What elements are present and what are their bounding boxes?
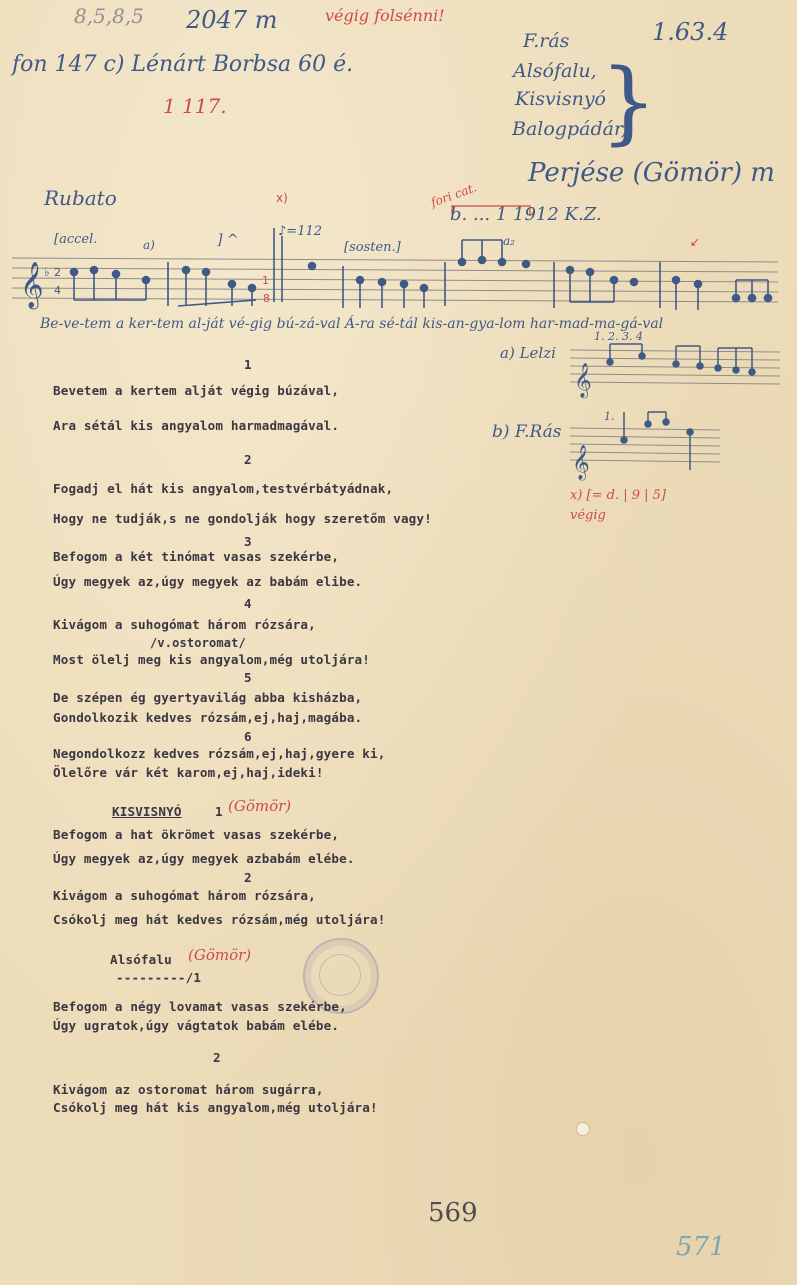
a1-marking: a): [143, 238, 155, 252]
verse-line: Negondolkozz kedves rózsám,ej,haj,gyere ki,: [53, 746, 386, 761]
variant-b-label: b) F.Rás: [492, 422, 562, 442]
fori-note: fori cat.: [429, 180, 479, 210]
verse-number: 4: [244, 596, 252, 611]
verse-line: Ölelőre vár két karom,ej,haj,ideki!: [53, 765, 324, 780]
verse-number: 2: [244, 452, 252, 467]
verse-number: 1: [215, 804, 223, 819]
interlinear-variant: /v.ostoromat/: [150, 636, 246, 650]
alsofalu-region-tag: (Gömör): [188, 946, 252, 964]
key-signature: ♭: [44, 265, 50, 279]
verse-line: Bevetem a kertem alját végig búzával,: [53, 383, 340, 398]
red-x-mark: x): [276, 191, 288, 205]
section-title-alsofalu: Alsófalu: [110, 952, 172, 967]
verse-line: Hogy ne tudják,s ne gondolják hogy szeretőm vagy!: [53, 511, 432, 526]
section-title-kisvisnyo: KISVISNYÓ: [112, 804, 182, 819]
source-line: fon 147 c) Lénárt Borbsa 60 é.: [12, 52, 354, 77]
brace-icon: }: [600, 50, 658, 155]
verse-line: Gondolkozik kedves rózsám,ej,haj,magába.: [53, 710, 363, 725]
place-4: Balogpádár,: [512, 118, 627, 140]
lyric-line: Be-ve-tem a ker-tem al-ját vé-gig bú-zá-val Á-ra sé-tál kis-an-gya-lom har-mad-ma-gá-val: [40, 316, 664, 332]
red-time-change-bottom: 8: [263, 292, 270, 305]
accel-marking: [accel.: [54, 232, 98, 247]
red-arrow-icon: ↙: [690, 235, 701, 249]
time-signature-top: 2: [54, 266, 61, 279]
red-time-change: 1: [262, 274, 269, 287]
verse-line: Úgy megyek az,úgy megyek az babám elibe.: [53, 574, 363, 589]
verse-number: 1: [244, 357, 252, 372]
page-code: 1 117.: [163, 94, 227, 118]
fermata-marking: ] ^: [217, 232, 239, 248]
red-duration-note: x) [= d. | 9 | 5] végig: [570, 488, 666, 523]
verse-line: De szépen ég gyertyavilág abba kisházba,: [53, 690, 363, 705]
place-2: Alsófalu,: [513, 60, 597, 82]
verse-line: Kivágom a suhogómat három rózsára,: [53, 888, 316, 903]
verse-number: 6: [244, 729, 252, 744]
code-note: végig folsénni!: [325, 6, 445, 25]
tempo-marking: Rubato: [44, 186, 117, 210]
verse-number: 2: [213, 1050, 221, 1065]
kisvisnyo-region-tag: (Gömör): [228, 797, 292, 815]
verse-line: Befogom a négy lovamat vasas szekérbe,: [53, 999, 347, 1014]
verse-line: Most ölelj meg kis angyalom,még utoljára!: [53, 652, 371, 667]
verse-line: Kivágom az ostoromat három sugárra,: [53, 1082, 324, 1097]
verse-line: Úgy megyek az,úgy megyek azbabám elébe.: [53, 851, 355, 866]
treble-clef-icon: 𝄞: [20, 262, 44, 308]
archive-number: 571: [676, 1232, 726, 1262]
verse-line: Csókolj meg hát kedves rózsám,még utoljára!: [53, 912, 386, 927]
variant-a-counts: 1. 2. 3. 4: [594, 330, 643, 343]
variant-a-label: a) Lelzi: [500, 344, 556, 362]
verse-number: 3: [244, 534, 252, 549]
page-number: 569: [428, 1198, 478, 1228]
red-bracket: [452, 206, 530, 216]
verse-line: Kivágom a suhogómat három rózsára,: [53, 617, 316, 632]
verse-line: Csókolj meg hát kis angyalom,még utoljára!: [53, 1100, 378, 1115]
variant-b-staff: [570, 428, 720, 462]
place-3: Kisvisnyó: [515, 88, 606, 110]
variant-b-count: 1.: [604, 410, 615, 423]
punch-hole: [576, 1122, 590, 1136]
verse-line: Befogom a hat ökrömet vasas szekérbe,: [53, 827, 340, 842]
year-line: b. ... 1 1912 K.Z.: [450, 204, 602, 225]
reference-number: 1.63.4: [652, 18, 729, 46]
variant-b-clef-icon: 𝄞: [572, 445, 590, 480]
sosten-marking: [sosten.]: [344, 240, 401, 255]
section-rule: ---------/1: [116, 970, 202, 985]
verse-number: 2: [244, 870, 252, 885]
place-1: F.rás: [523, 30, 570, 52]
verse-line: Fogadj el hát kis angyalom,testvérbátyádnak,: [53, 481, 394, 496]
verse-number: 5: [244, 670, 252, 685]
metronome-marking: ♪=112: [278, 224, 323, 239]
time-signature-bottom: 4: [54, 284, 61, 297]
song-code: 2047 m: [186, 6, 278, 34]
meter-note: 8,5,8,5: [74, 4, 144, 28]
variant-a-clef-icon: 𝄞: [574, 363, 592, 398]
verse-line: Ara sétál kis angyalom harmadmagával.: [53, 418, 340, 433]
location: Perjése (Gömör) m: [528, 158, 775, 188]
verse-line: Úgy ugratok,úgy vágtatok babám elébe.: [53, 1018, 340, 1033]
main-staff: [12, 258, 778, 302]
verse-line: Befogom a két tinómat vasas szekérbe,: [53, 549, 340, 564]
a2-marking: a₂: [503, 234, 515, 248]
